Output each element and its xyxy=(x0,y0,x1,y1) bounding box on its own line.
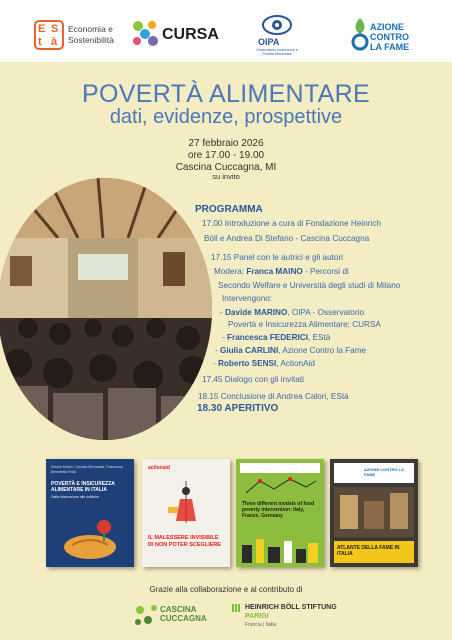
market-illustration xyxy=(334,487,414,537)
program-line: - Giulia CARLINI, Azione Contro la Fame xyxy=(215,346,367,355)
esta-logo-text: Economia e Sostenibilità xyxy=(68,24,114,45)
program-line: 18.15 Conclusione di Andrea Calori, EStà xyxy=(198,392,349,401)
program-line: - Davide MARINO, OIPA - Osservatorio xyxy=(220,308,365,317)
book-cover: AZIONE CONTRO LA FAME ATLANTE DELLA FAME IN ITALIA xyxy=(330,459,418,567)
event-place: Cascina Cuccagna, MI xyxy=(175,162,277,173)
program-line: 17.45 Dialogo con gli invitati xyxy=(202,375,304,384)
program-heading: PROGRAMMA xyxy=(195,204,263,215)
thanks-text: Grazie alla collaborazione e al contributo di xyxy=(149,585,303,594)
cursa-logo-text: CURSA xyxy=(162,26,219,43)
oipa-logo-subtitle: Osservatorio Insicurezza e Povertà Alimentare xyxy=(256,48,298,56)
event-date: 27 febbraio 2026 xyxy=(188,138,264,149)
program-aperitivo: 18.30 APERITIVO xyxy=(197,403,279,414)
program-line: 17.00 Introduzione a cura di Fondazione Heinrich xyxy=(202,219,381,228)
book-cover: Three different models of food poverty intervention: Italy, France, Germany xyxy=(236,459,324,567)
program-line: Modera: Franca MAINO - Percorsi di xyxy=(214,267,349,276)
cursa-logo-icon xyxy=(130,18,160,48)
bread-illustration xyxy=(60,517,120,561)
boll-stiftung-logo-icon xyxy=(232,604,242,612)
esta-logo: E S t à xyxy=(34,20,64,50)
cascina-cuccagna-logo-text: CASCINA CUCCAGNA xyxy=(160,605,207,623)
program-line: - Francesca FEDERICI, EStà xyxy=(222,333,331,342)
program-line: Povertà e Insicurezza Alimentare; CURSA xyxy=(228,320,381,329)
oipa-logo-text: OIPA xyxy=(258,37,280,47)
azione-contro-la-fame-logo-icon xyxy=(350,16,370,52)
program-line: Böll e Andrea Di Stefano - Cascina Cuccagna xyxy=(204,234,370,243)
azione-contro-la-fame-logo-text: AZIONE CONTRO LA FAME xyxy=(370,22,410,52)
book-cover: actionaid IL MALESSERE INVISIBILE DI NON POTER SCEGLIERE xyxy=(142,459,230,567)
program-line: - Roberto SENSI, ActionAid xyxy=(213,359,315,368)
event-title: POVERTÀ ALIMENTARE xyxy=(82,80,370,108)
book-header-band xyxy=(240,463,320,473)
program-line: Secondo Welfare e Università degli studi di Milano xyxy=(218,281,401,290)
event-photo xyxy=(0,178,212,440)
city-illustration xyxy=(240,535,320,563)
logo-bar xyxy=(0,0,452,62)
woman-illustration xyxy=(160,477,212,527)
event-time: ore 17.00 - 19.00 xyxy=(187,150,265,161)
event-subtitle: dati, evidenze, prospettive xyxy=(109,106,343,128)
oipa-eye-icon xyxy=(262,14,292,36)
boll-stiftung-logo-text: HEINRICH BÖLL STIFTUNG PARIGI Francia | Italia xyxy=(245,604,337,628)
map-illustration xyxy=(240,475,320,499)
program-line: Intervengono: xyxy=(222,294,273,303)
event-invite-note: su invito xyxy=(212,172,240,181)
book-cover: Davide Marino, Daniela Bernardini, Francesca Benedetta Felici POVERTÀ E INSICUREZZA ALIMENTARE IN ITALIA Dalla misurazione alle politiche xyxy=(46,459,134,567)
program-line: 17.15 Panel con le autrici e gli autori xyxy=(211,253,343,262)
